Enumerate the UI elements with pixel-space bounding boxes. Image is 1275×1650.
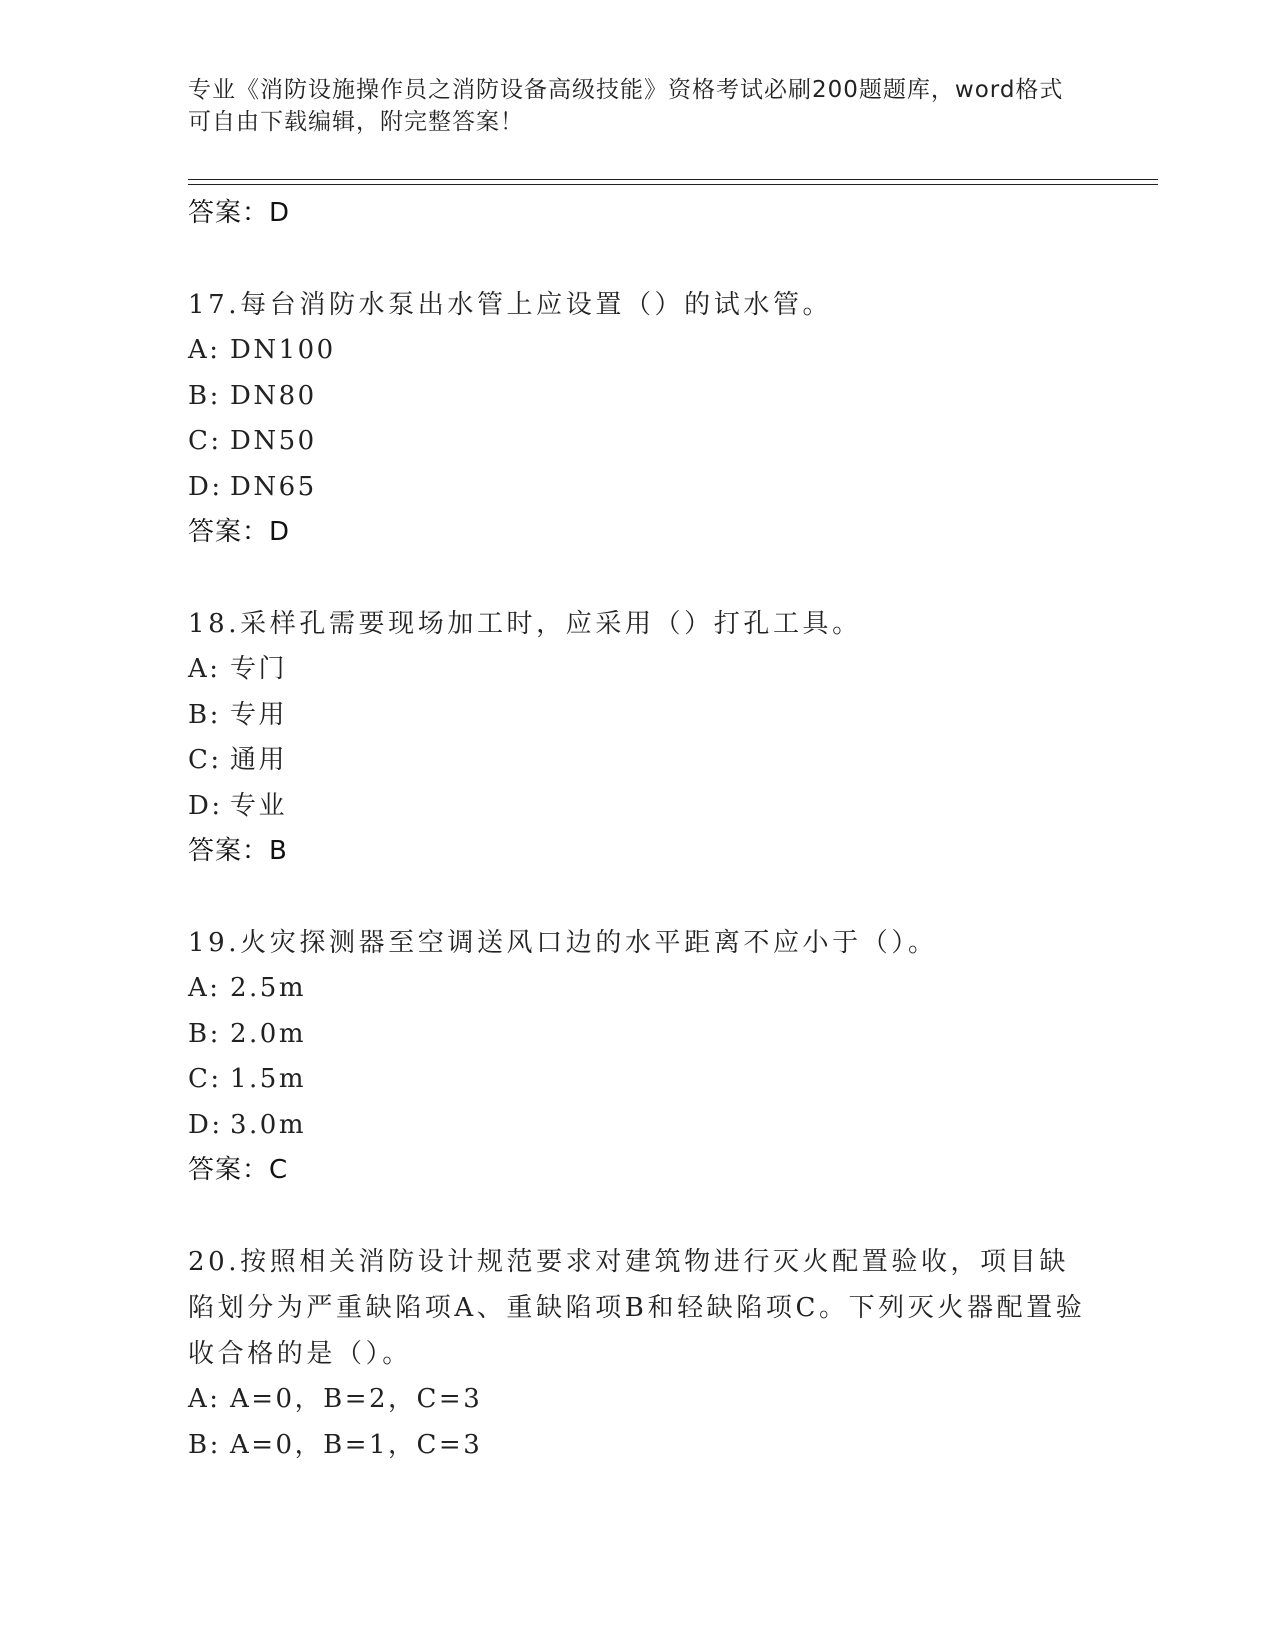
- option-c: [188, 419, 1088, 465]
- option-text: 通用: [230, 745, 288, 775]
- question-19: [188, 920, 1088, 1193]
- option-d: [188, 1103, 1088, 1149]
- option-text: DN50: [230, 426, 317, 456]
- option-letter: A:: [188, 654, 221, 684]
- question-stem: 20.按照相关消防设计规范要求对建筑物进行灭火配置验收，项目缺陷划分为严重缺陷项A、重缺陷项B和轻缺陷项C。下列灭火器配置验收合格的是（）。: [188, 1247, 1086, 1369]
- option-letter: D:: [188, 790, 223, 821]
- question-list: [188, 191, 1088, 1468]
- question-17: [188, 282, 1088, 555]
- option-c: [188, 1057, 1088, 1103]
- answer-line: 答案：C: [188, 1155, 289, 1185]
- option-letter: C:: [188, 745, 222, 775]
- option-letter: B:: [188, 1018, 221, 1049]
- option-b: [188, 1423, 1088, 1469]
- spacer: [188, 874, 1088, 920]
- option-letter: B:: [188, 1429, 221, 1460]
- spacer: [188, 1193, 1088, 1239]
- question-18: [188, 601, 1088, 874]
- option-text: DN65: [230, 471, 317, 502]
- option-letter: C:: [188, 1064, 222, 1094]
- option-text: 1.5m: [230, 1064, 307, 1094]
- option-text: A=0，B=1，C=3: [230, 1429, 483, 1460]
- spacer: [188, 555, 1088, 601]
- option-b: [188, 1012, 1088, 1058]
- option-text: DN100: [230, 335, 336, 365]
- option-a: [188, 647, 1088, 693]
- option-letter: C:: [188, 426, 222, 456]
- document-header: 专业《消防设施操作员之消防设备高级技能》资格考试必刷200题题库，word格式可自由下载编辑，附完整答案！: [188, 77, 1064, 135]
- option-d: [188, 465, 1088, 511]
- option-text: 2.0m: [230, 1018, 307, 1049]
- option-letter: D:: [188, 471, 223, 502]
- header-divider-top: [188, 179, 1158, 180]
- option-text: 专业: [230, 790, 288, 821]
- option-text: 专用: [230, 699, 288, 730]
- answer-line: 答案：D: [188, 517, 291, 547]
- option-letter: B:: [188, 380, 221, 411]
- option-text: DN80: [230, 380, 317, 411]
- header-divider-bottom: [188, 184, 1158, 185]
- answer-line: 答案：B: [188, 836, 288, 866]
- spacer: [188, 236, 1088, 282]
- option-letter: B:: [188, 699, 221, 730]
- option-b: [188, 374, 1088, 420]
- option-text: 专门: [230, 654, 288, 684]
- option-d: [188, 784, 1088, 830]
- option-text: 2.5m: [230, 973, 307, 1003]
- question-20: [188, 1239, 1088, 1468]
- question-stem: 17.每台消防水泵出水管上应设置（）的试水管。: [188, 290, 833, 320]
- option-text: 3.0m: [230, 1109, 307, 1140]
- previous-answer: 答案：D: [188, 198, 291, 228]
- option-a: [188, 966, 1088, 1012]
- option-letter: A:: [188, 335, 221, 365]
- option-b: [188, 693, 1088, 739]
- question-stem: 19.火灾探测器至空调送风口边的水平距离不应小于（）。: [188, 928, 938, 958]
- option-letter: A:: [188, 973, 221, 1003]
- question-stem: 18.采样孔需要现场加工时，应采用（）打孔工具。: [188, 609, 862, 639]
- option-letter: A:: [188, 1384, 221, 1414]
- option-text: A=0，B=2，C=3: [230, 1384, 483, 1414]
- option-a: [188, 1377, 1088, 1423]
- option-a: [188, 328, 1088, 374]
- option-letter: D:: [188, 1109, 223, 1140]
- option-c: [188, 738, 1088, 784]
